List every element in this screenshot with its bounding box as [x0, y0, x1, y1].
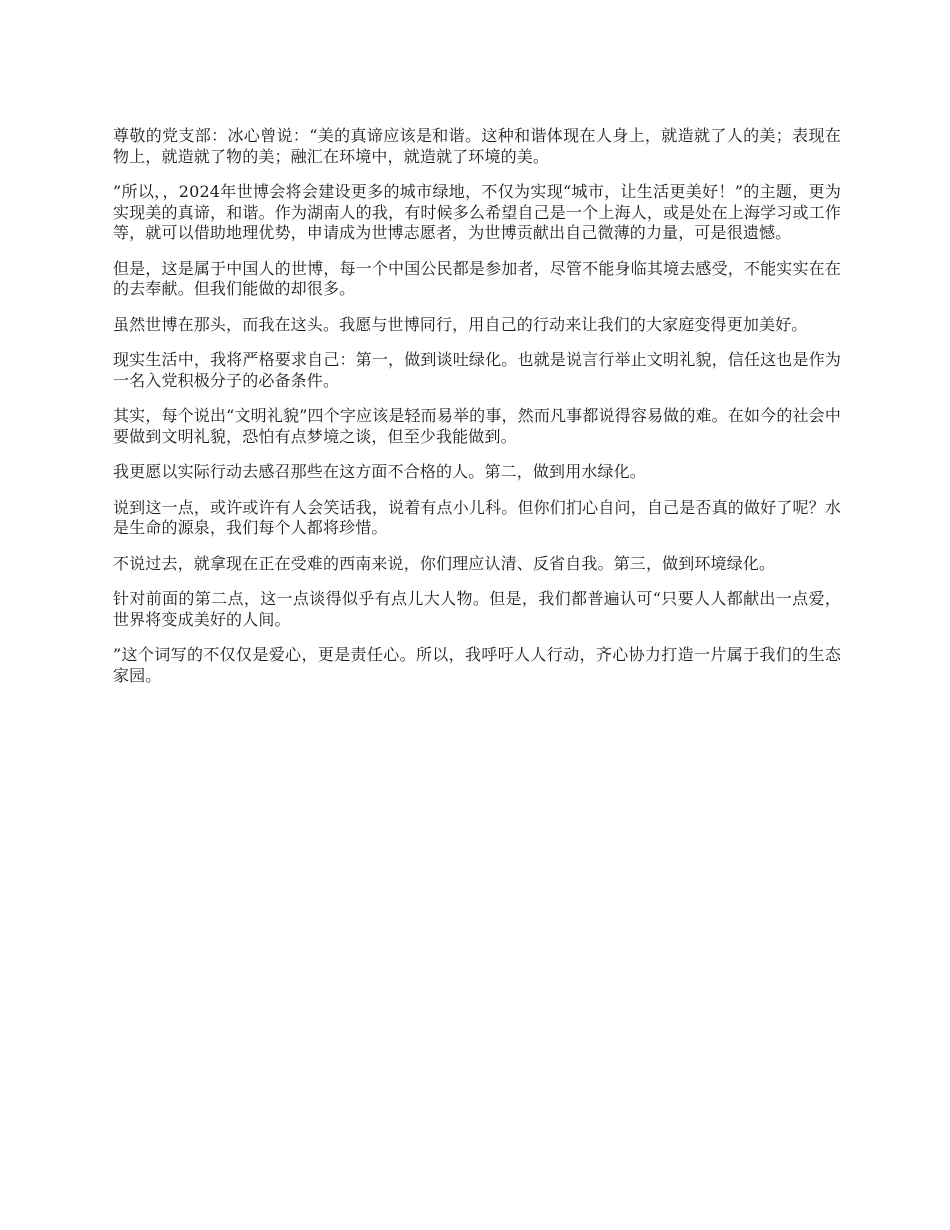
paragraph-3: 但是，这是属于中国人的世博，每一个中国公民都是参加者，尽管不能身临其境去感受，不能实实在在的去奉献。但我们能做的却很多。	[113, 258, 841, 298]
document-body	[113, 126, 841, 701]
paragraph-8: 说到这一点，或许或许有人会笑话我，说着有点小儿科。但你们扪心自问，自己是否真的做好了呢？水是生命的源泉，我们每个人都将珍惜。	[113, 497, 841, 537]
paragraph-7: 我更愿以实际行动去感召那些在这方面不合格的人。第二，做到用水绿化。	[113, 462, 646, 481]
paragraph-4: 虽然世博在那头，而我在这头。我愿与世博同行，用自己的行动来让我们的大家庭变得更加美好。	[113, 314, 808, 334]
paragraph-2: ”所以，，2024年世博会将会建设更多的城市绿地，不仅为实现“城市，让生活更美好！”的主题，更为实现美的真谛，和谐。作为湖南人的我，有时候多么希望自己是一个上海人，或是处在上海学习或工作等，就可以借助地理优势，申请成为世博志愿者，为世博贡献出自己微薄的力量，可是很遗憾。	[113, 182, 841, 242]
paragraph-6: 其实，每个说出“文明礼貌”四个字应该是轻而易举的事，然而凡事都说得容易做的难。在如今的社会中要做到文明礼貌，恐怕有点梦境之谈，但至少我能做到。	[113, 406, 841, 446]
paragraph-1: 尊敬的党支部：冰心曾说：“美的真谛应该是和谐。这种和谐体现在人身上，就造就了人的美；表现在物上，就造就了物的美；融汇在环境中，就造就了环境的美。	[113, 126, 841, 166]
paragraph-11: ”这个词写的不仅仅是爱心，更是责任心。所以，我呼吁人人行动，齐心协力打造一片属于我们的生态家园。	[113, 645, 841, 685]
paragraph-5: 现实生活中，我将严格要求自己：第一，做到谈吐绿化。也就是说言行举止文明礼貌，信任这也是作为一名入党积极分子的必备条件。	[113, 350, 841, 390]
paragraph-9: 不说过去，就拿现在正在受难的西南来说，你们理应认清、反省自我。第三，做到环境绿化。	[113, 553, 776, 573]
paragraph-10: 针对前面的第二点，这一点谈得似乎有点儿大人物。但是，我们都普遍认可“只要人人都献出一点爱，世界将变成美好的人间。	[113, 589, 841, 629]
